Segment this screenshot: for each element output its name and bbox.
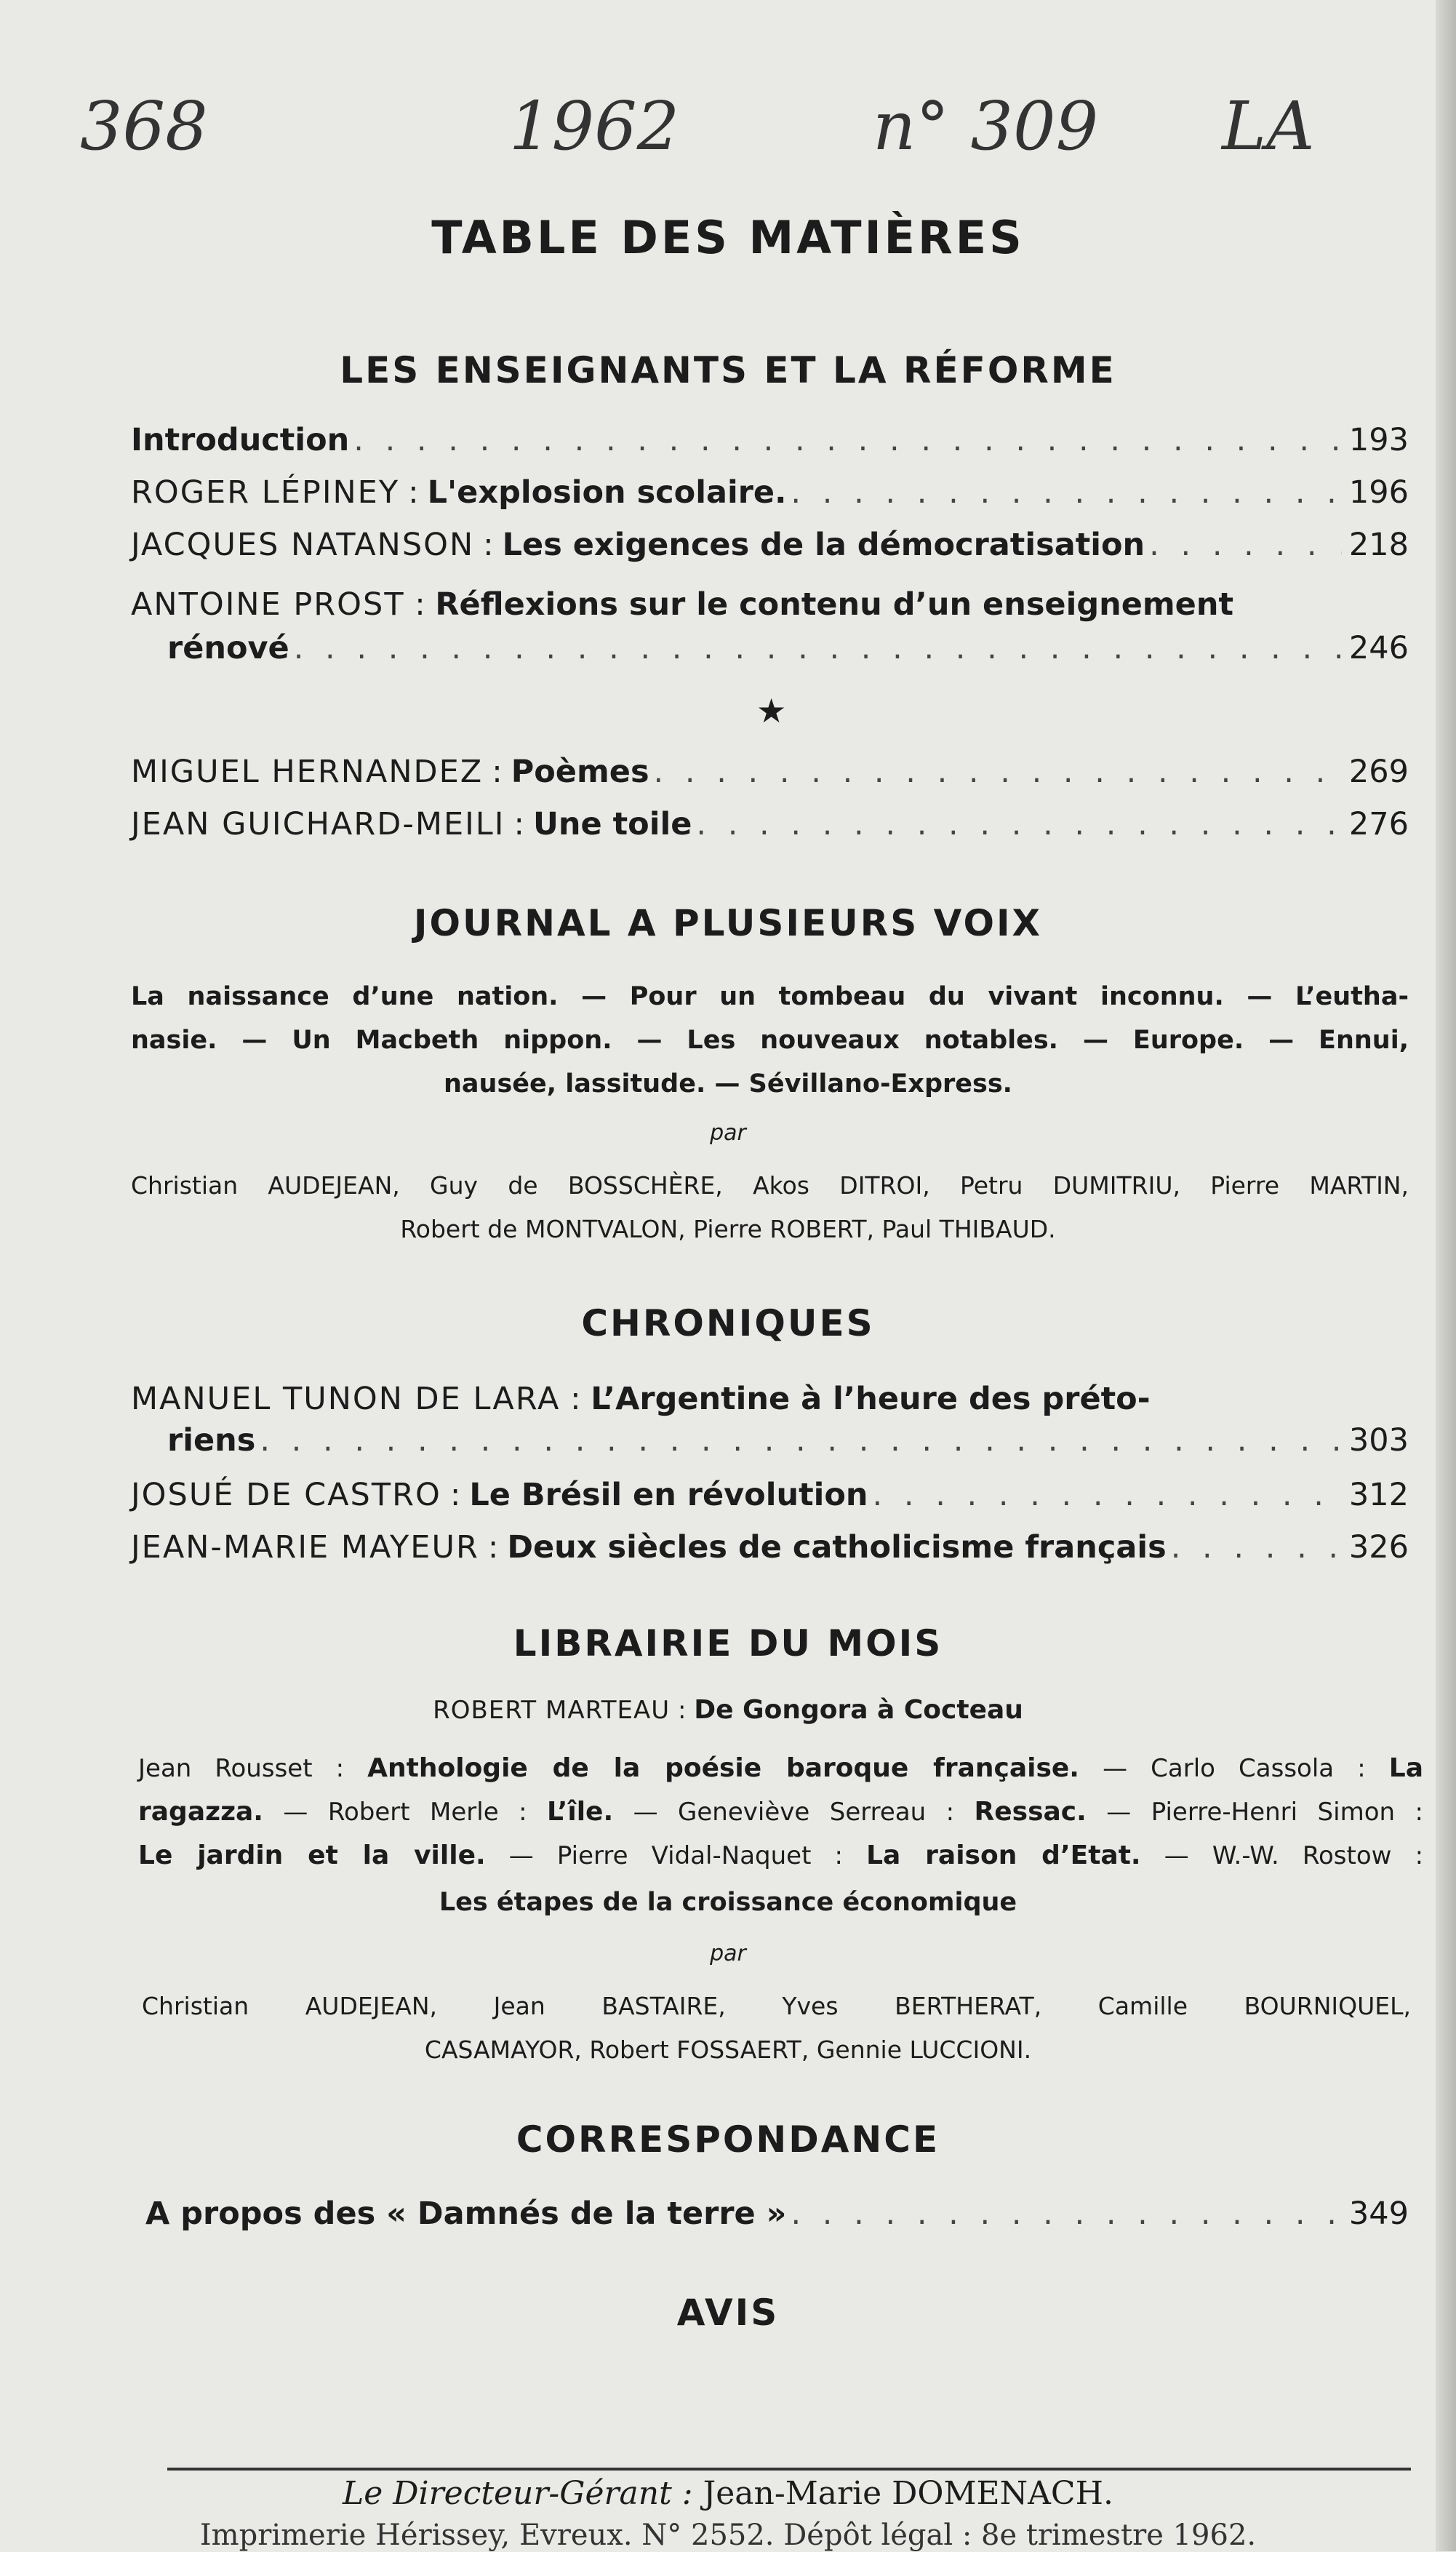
separator: : — [570, 1381, 591, 1417]
book-title: Anthologie de la poésie baroque française. — [367, 1753, 1079, 1783]
toc-entry — [131, 474, 1409, 522]
librairie-line: ragazza. — Robert Merle : L’île. — Geneviève Serreau : Ressac. — Pierre-Henri Simon : — [138, 1797, 1423, 1827]
footer-rule — [167, 2468, 1411, 2471]
book-title: Le jardin et la ville. — [138, 1841, 486, 1870]
leader-dots — [260, 1422, 1342, 1459]
separator: : — [492, 754, 503, 790]
star-divider: ★ — [756, 691, 787, 730]
librairie-line: Jean Rousset : Anthologie de la poésie baroque française. — Carlo Cassola : La — [138, 1753, 1424, 1783]
leader-dots — [791, 2196, 1341, 2232]
book-title: L’île. — [547, 1797, 614, 1827]
journal-topics-line: nausée, lassitude. — Sévillano-Express. — [444, 1069, 1012, 1098]
section-heading-enseignants: LES ENSEIGNANTS ET LA RÉFORME — [340, 349, 1116, 391]
librairie-authors-line: Christian AUDEJEAN, Jean BASTAIRE, Yves BERTHERAT, Camille BOURNIQUEL, — [142, 1992, 1411, 2020]
page-title: TABLE DES MATIÈRES — [431, 211, 1025, 264]
toc-entry — [131, 806, 1409, 854]
entry-title: Les exigences de la démocratisation — [502, 527, 1145, 563]
toc-entry — [131, 1477, 1409, 1525]
entry-title-continued: riens — [167, 1422, 256, 1459]
toc-entry-multiline — [131, 581, 1409, 629]
book-author: Carlo Cassola — [1151, 1754, 1335, 1783]
journal-topics-line: nasie. — Un Macbeth nippon. — Les nouveaux notables. — Europe. — Ennui, — [131, 1026, 1409, 1055]
toc-entry — [131, 422, 1409, 470]
entry-title: Une toile — [532, 806, 692, 842]
separator: : — [415, 586, 436, 623]
book-author: W.-W. Rostow — [1212, 1841, 1392, 1870]
section-heading-avis: AVIS — [676, 2292, 780, 2334]
toc-entry — [131, 754, 1409, 802]
handwritten-initials: LA — [1222, 87, 1315, 165]
toc-entry-continuation — [167, 1422, 1409, 1470]
page-number: 196 — [1348, 474, 1409, 511]
footer-imprimerie: Imprimerie Hérissey, Evreux. N° 2552. Dépôt légal : 8e trimestre 1962. — [199, 2519, 1257, 2552]
entry-title: Réflexions sur le contenu d’un enseignement — [435, 586, 1234, 623]
toc-entry — [145, 2196, 1409, 2244]
page-number: 193 — [1348, 422, 1409, 458]
entry-title: A propos des « Damnés de la terre » — [145, 2196, 787, 2232]
entry-title: L'explosion scolaire. — [427, 474, 787, 511]
librairie-authors-line: CASAMAYOR, Robert FOSSAERT, Gennie LUCCIONI. — [424, 2035, 1032, 2064]
book-author: Robert Merle — [327, 1798, 499, 1827]
journal-topics-line: La naissance d’une nation. — Pour un tombeau du vivant inconnu. — L’eutha- — [131, 982, 1409, 1011]
entry-author: JEAN GUICHARD-MEILI — [131, 806, 505, 842]
section-heading-chroniques: CHRONIQUES — [581, 1302, 875, 1344]
book-title: La — [1388, 1753, 1424, 1783]
entry-author: MANUEL TUNON DE LARA — [131, 1381, 561, 1417]
journal-par: par — [710, 1120, 746, 1146]
entry-author: ANTOINE PROST — [131, 586, 405, 623]
page-number: 246 — [1348, 630, 1409, 666]
directeur-name: Jean-Marie DOMENACH. — [703, 2475, 1113, 2512]
page-number: 218 — [1348, 527, 1409, 563]
leader-dots — [1149, 527, 1342, 563]
entry-title: Deux siècles de catholicisme français — [507, 1529, 1167, 1566]
toc-entry — [131, 1529, 1409, 1577]
book-title: La raison d’Etat. — [866, 1841, 1141, 1870]
leader-dots — [1171, 1529, 1342, 1566]
lead-title: De Gongora à Cocteau — [694, 1695, 1023, 1725]
leader-dots — [353, 422, 1342, 458]
leader-dots — [873, 1477, 1342, 1513]
page-number: 303 — [1348, 1422, 1409, 1459]
librairie-line: Le jardin et la ville. — Pierre Vidal-Naquet : La raison d’Etat. — W.-W. Rostow : — [138, 1841, 1424, 1870]
entry-title: Le Brésil en révolution — [469, 1477, 868, 1513]
separator: : — [513, 806, 524, 842]
page-number: 276 — [1348, 806, 1409, 842]
footer-directeur — [0, 2475, 1456, 2512]
handwritten-number: 368 — [80, 87, 208, 165]
book-author: Pierre Vidal-Naquet — [556, 1841, 812, 1870]
entry-author: JACQUES NATANSON — [131, 527, 475, 563]
separator: : — [483, 527, 494, 563]
journal-authors-line: Robert de MONTVALON, Pierre ROBERT, Paul THIBAUD. — [400, 1215, 1056, 1243]
leader-dots — [654, 754, 1342, 790]
handwritten-issue: n° 309 — [873, 87, 1099, 165]
journal-authors-line: Christian AUDEJEAN, Guy de BOSSCHÈRE, Akos DITROI, Petru DUMITRIU, Pierre MARTIN, — [131, 1171, 1409, 1200]
book-author: Jean Rousset — [138, 1754, 313, 1783]
page-number: 312 — [1348, 1477, 1409, 1513]
entry-title-continued: rénové — [167, 630, 289, 666]
entry-title: Introduction — [131, 422, 350, 458]
page-number: 349 — [1348, 2196, 1409, 2232]
book-author: Pierre-Henri Simon — [1151, 1798, 1396, 1827]
book-author: Geneviève Serreau — [678, 1798, 927, 1827]
separator: : — [408, 474, 419, 511]
separator: : — [449, 1477, 461, 1513]
entry-author: JEAN-MARIE MAYEUR — [131, 1529, 479, 1566]
directeur-label: Le Directeur-Gérant : — [343, 2475, 693, 2512]
section-heading-librairie: LIBRAIRIE DU MOIS — [513, 1622, 943, 1664]
leader-dots — [294, 630, 1342, 666]
entry-author: MIGUEL HERNANDEZ — [131, 754, 484, 790]
leader-dots — [696, 806, 1342, 842]
librairie-lead — [0, 1695, 1456, 1725]
librairie-line: Les étapes de la croissance économique — [439, 1888, 1017, 1917]
lead-author: ROBERT MARTEAU — [433, 1696, 671, 1725]
entry-author: JOSUÉ DE CASTRO — [131, 1477, 441, 1513]
page-number: 326 — [1348, 1529, 1409, 1566]
librairie-par: par — [710, 1941, 746, 1966]
book-title: Ressac. — [974, 1797, 1087, 1827]
section-heading-journal: JOURNAL A PLUSIEURS VOIX — [413, 902, 1043, 944]
handwritten-year: 1962 — [509, 87, 680, 165]
page-number: 269 — [1348, 754, 1409, 790]
entry-author: ROGER LÉPINEY — [131, 474, 400, 511]
separator: : — [677, 1696, 695, 1725]
leader-dots — [791, 474, 1342, 511]
section-heading-correspondance: CORRESPONDANCE — [516, 2118, 940, 2161]
entry-title: L’Argentine à l’heure des préto- — [591, 1381, 1151, 1417]
toc-entry-multiline — [131, 1375, 1409, 1423]
toc-entry — [131, 527, 1409, 575]
toc-entry-continuation — [167, 630, 1409, 678]
entry-title: Poèmes — [511, 754, 649, 790]
book-title: ragazza. — [138, 1797, 263, 1827]
separator: : — [487, 1529, 499, 1566]
